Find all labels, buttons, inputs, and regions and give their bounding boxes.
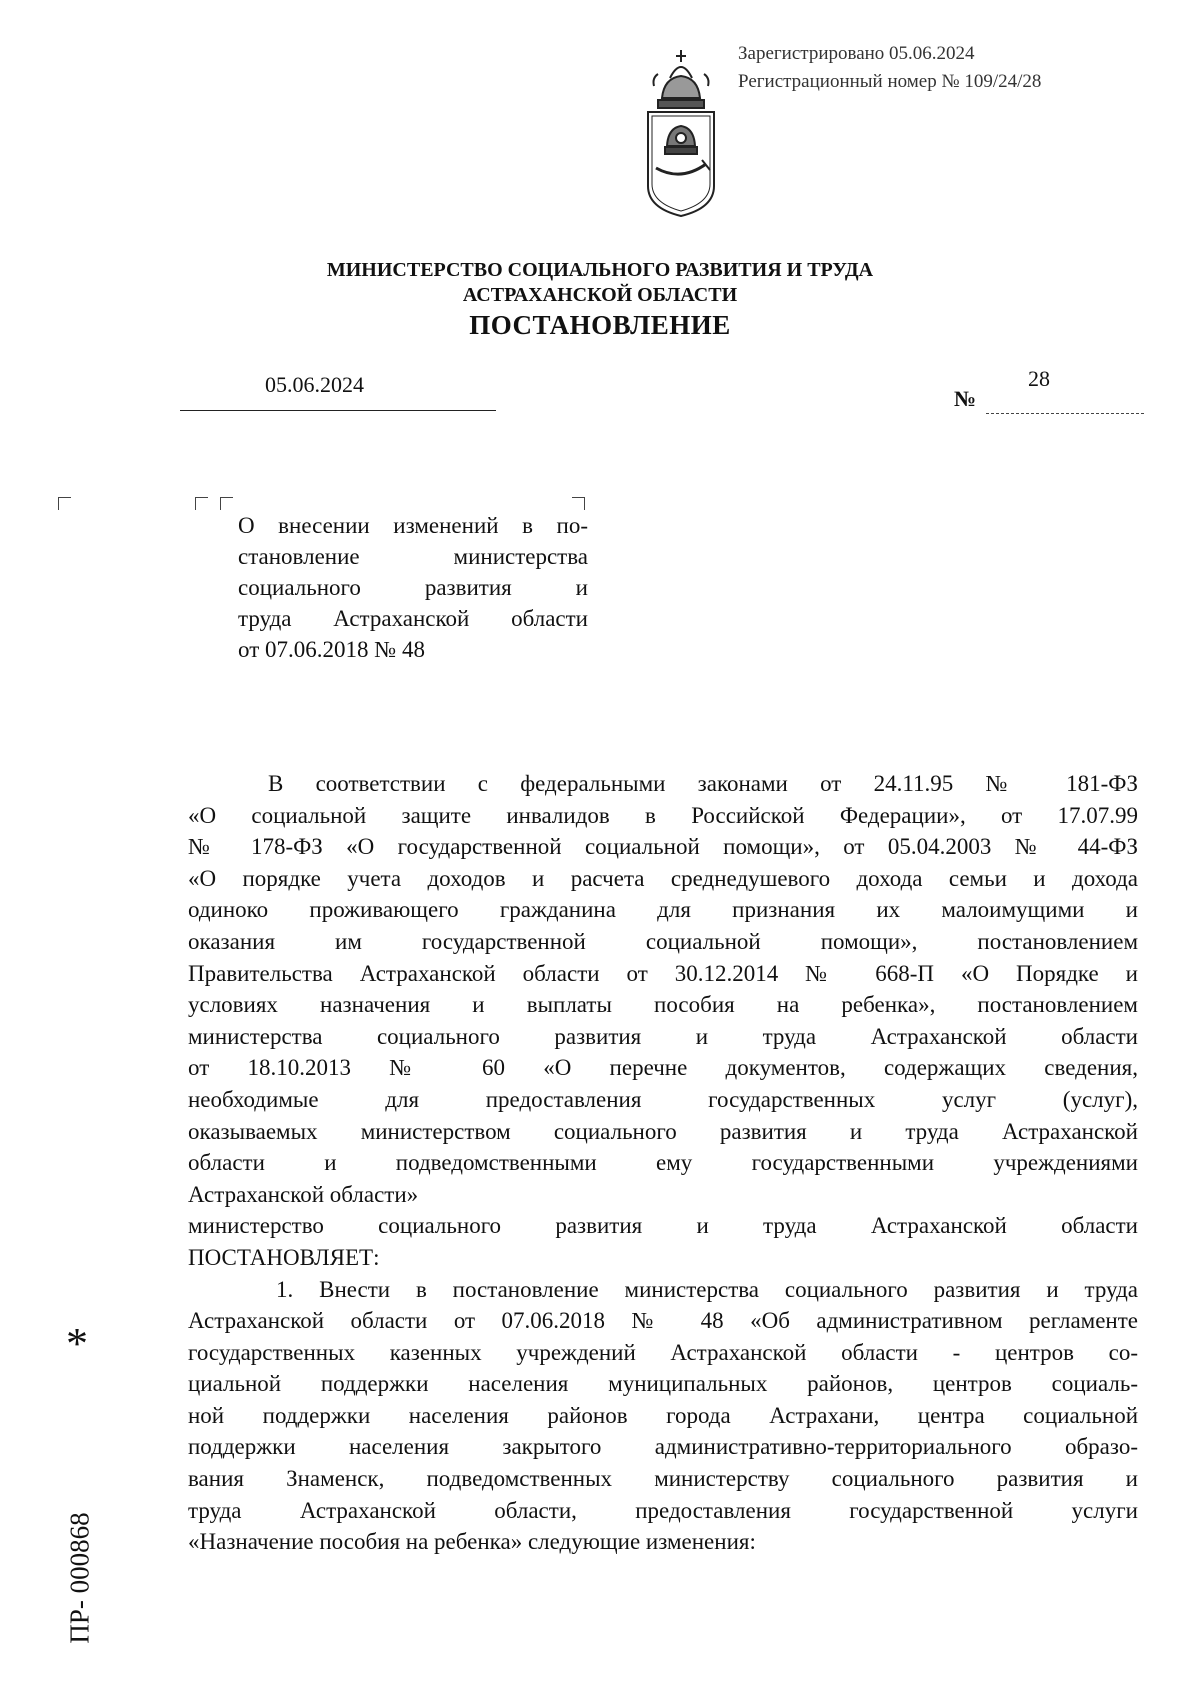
subject-line: становление министерства: [238, 544, 588, 569]
item-line: «Назначение пособия на ребенка» следующие изменения:: [188, 1529, 756, 1555]
asterisk-mark: *: [66, 1319, 88, 1368]
document-number: 28: [1028, 366, 1050, 391]
subject-line: социального развития и: [238, 575, 588, 600]
astrakhan-coat-of-arms-icon: [640, 48, 722, 220]
preamble-line: В соответствии с федеральными законами от 24.11.95 № 181-ФЗ: [268, 771, 1138, 796]
preamble-line: необходимые для предоставления государственных услуг (услуг),: [188, 1086, 1138, 1112]
subject-line: от 07.06.2018 № 48: [238, 637, 425, 662]
corner-bracket: [572, 497, 585, 510]
number-sign: №: [954, 386, 977, 411]
subject-line: О внесении изменений в по-: [238, 513, 588, 538]
ministry-line-2: АСТРАХАНСКОЙ ОБЛАСТИ: [462, 284, 738, 306]
corner-bracket: [195, 497, 208, 510]
preamble-line: Правительства Астраханской области от 30.12.2014 № 668-П «О Порядке и: [188, 960, 1138, 986]
item-line: вания Знаменск, подведомственных министерству социального развития и: [188, 1466, 1138, 1492]
registration-date: Зарегистрировано 05.06.2024: [738, 43, 975, 64]
item-line: поддержки населения закрытого административно-территориального образо-: [188, 1434, 1138, 1460]
item-line: 1. Внести в постановление министерства социального развития и труда: [276, 1276, 1138, 1302]
preamble-line: от 18.10.2013 № 60 «О перечне документов, содержащих сведения,: [188, 1055, 1138, 1081]
preamble-line: области и подведомственными ему государственными учреждениями: [188, 1150, 1138, 1176]
document-subject: [238, 510, 588, 665]
item-line: ной поддержки населения районов города Астрахани, центра социальной: [188, 1402, 1138, 1428]
preamble-line: одиноко проживающего гражданина для признания их малоимущими и: [188, 897, 1138, 923]
ministry-line-1: МИНИСТЕРСТВО СОЦИАЛЬНОГО РАЗВИТИЯ И ТРУДА: [326, 259, 874, 281]
document-type: ПОСТАНОВЛЕНИЕ: [469, 310, 731, 340]
item-line: государственных казенных учреждений Астраханской области - центров со-: [188, 1339, 1138, 1365]
preamble-line: оказываемых министерством социального развития и труда Астраханской: [188, 1118, 1138, 1144]
preamble-line: министерства социального развития и труда Астраханской области: [188, 1023, 1138, 1049]
preamble-line: «О порядке учета доходов и расчета среднедушевого дохода семьи и дохода: [188, 865, 1138, 891]
ministry-name: [0, 258, 1200, 308]
registration-stamp: [738, 40, 1041, 96]
form-number: [60, 1478, 100, 1678]
preamble-line: оказания им государственной социальной помощи», постановлением: [188, 928, 1138, 954]
registration-number: Регистрационный номер № 109/24/28: [738, 71, 1042, 92]
resolving-word: ПОСТАНОВЛЯЕТ:: [188, 1244, 380, 1270]
resolving-line: министерство социального развития и труда Астраханской области: [188, 1213, 1138, 1239]
date-underline: [180, 410, 496, 411]
document-date: 05.06.2024: [265, 372, 364, 397]
subject-line: труда Астраханской области: [238, 606, 588, 631]
item-line: Астраханской области от 07.06.2018 № 48 «Об административном регламенте: [188, 1308, 1138, 1334]
corner-bracket: [220, 497, 233, 510]
preamble-line: Астраханской области»: [188, 1181, 419, 1207]
number-underline: [986, 413, 1144, 414]
preamble-line: условиях назначения и выплаты пособия на ребенка», постановлением: [188, 992, 1138, 1018]
preamble-line: № 178-ФЗ «О государственной социальной помощи», от 05.04.2003 № 44-ФЗ: [188, 834, 1138, 860]
preamble-line: «О социальной защите инвалидов в Российской Федерации», от 17.07.99: [188, 802, 1138, 828]
document-body: [188, 768, 1138, 1558]
item-line: циальной поддержки населения муниципальных районов, центров социаль-: [188, 1371, 1138, 1397]
corner-bracket: [58, 497, 71, 510]
item-line: труда Астраханской области, предоставления государственной услуги: [188, 1497, 1138, 1523]
form-number-text: ПР- 000868: [64, 1512, 95, 1644]
